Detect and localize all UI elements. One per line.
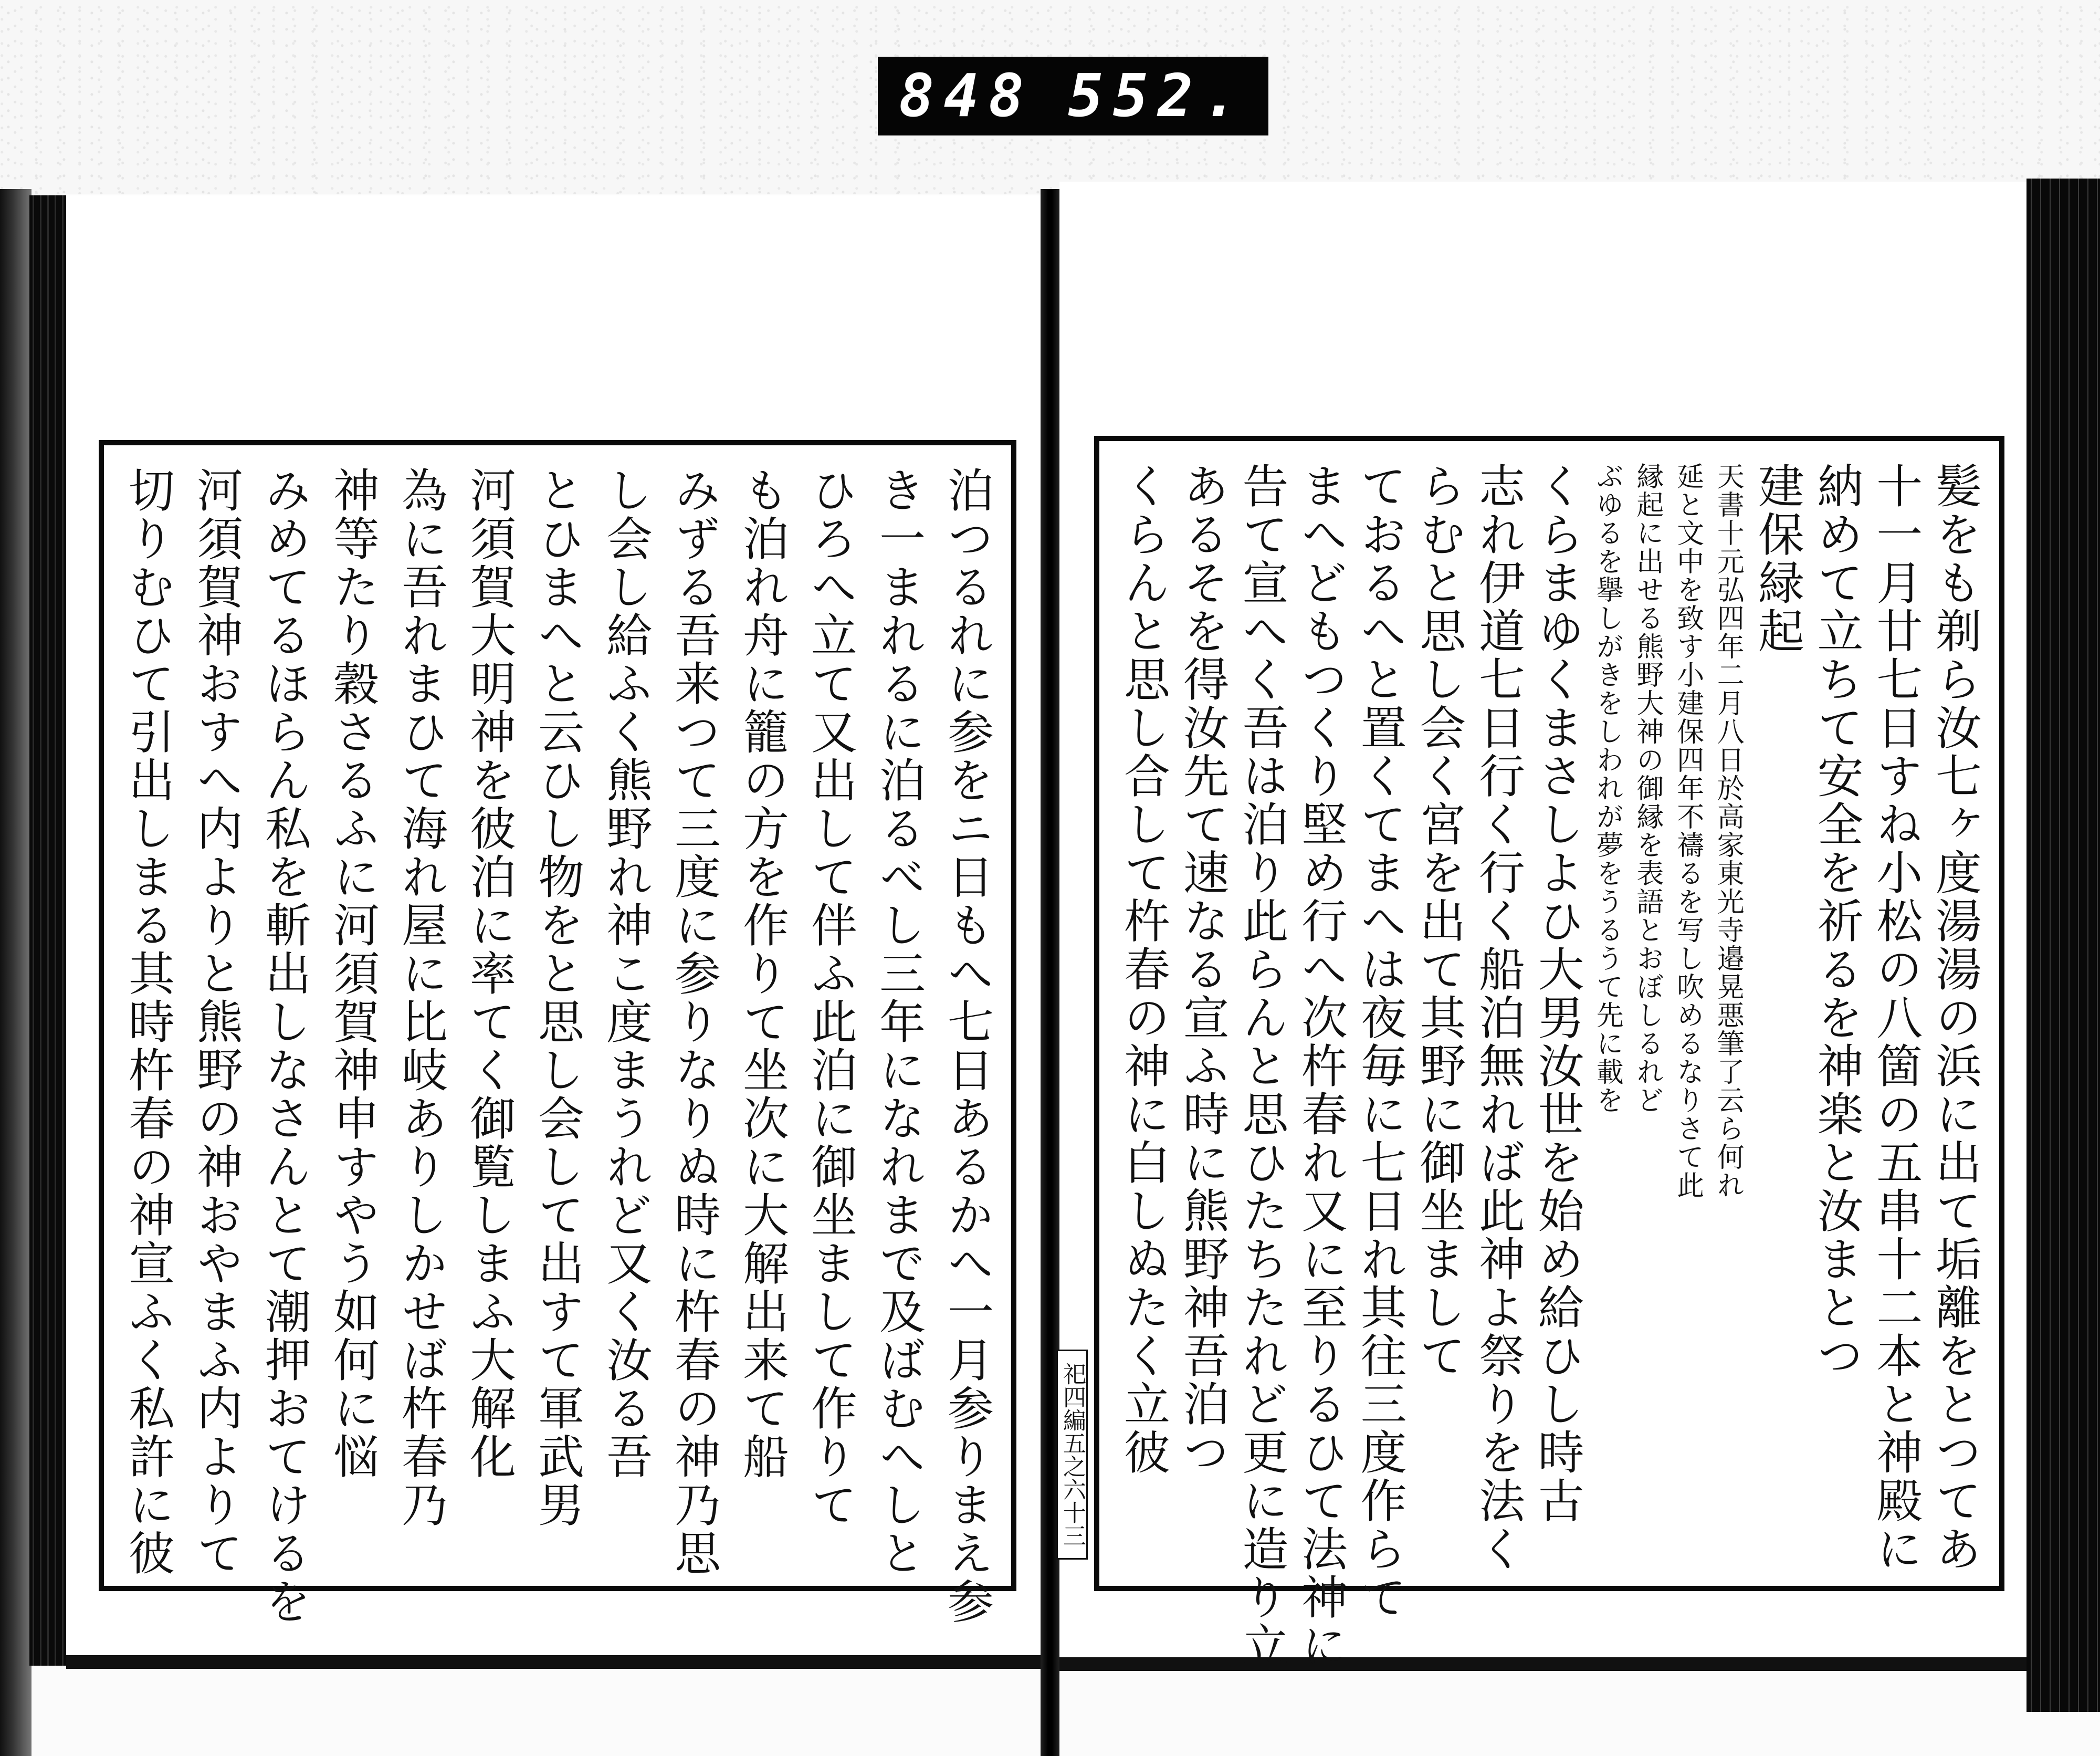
text-column-note: ぶゆるを擧しがきをしわれが夢をうるうて先に載を: [1591, 462, 1623, 1114]
catalog-number-right: 552.: [1068, 62, 1247, 130]
text-column-note: 延と文中を致す小建保四年不禱るを写し吹めるなりさて此: [1672, 462, 1704, 1199]
text-column-heading: 建保緑起: [1750, 462, 1805, 655]
text-column: みめてるほらん私を斬出しなさんとて潮押おてけるを: [258, 466, 312, 1626]
text-column: らむと思し会く宮を出て其野に御坐まして: [1412, 462, 1467, 1380]
text-column: とひまへと云ひし物をと思し会して出すて軍武男: [531, 466, 585, 1529]
text-column: まへどもつくり堅め行へ次杵春れ又に至りるひて法神に: [1294, 462, 1348, 1670]
left-page-text-frame: [99, 440, 1016, 1626]
binding-shadow-left: [0, 189, 32, 1756]
right-page-text-frame: [1094, 436, 2004, 1670]
right-page-columns: [1117, 462, 1982, 1670]
text-column: 髪をも剃ら汝七ヶ度湯湯の浜に出て垢離をとつてあ: [1928, 462, 1982, 1573]
text-column: 神等たり穀さるふに河須賀神申すやう如何に悩: [326, 466, 380, 1481]
left-page-columns: [121, 466, 994, 1626]
text-column: 志れ伊道七日行く行く船泊無れば此神よ祭りを法く: [1471, 462, 1526, 1573]
text-column: くらんと思し合して杵春の神に白しぬたく立彼: [1117, 462, 1171, 1477]
text-column: あるそを得汝先て速なる宣ふ時に熊野神吾泊つ: [1175, 462, 1230, 1477]
text-column: 為に吾れまひて海れ屋に比岐ありしかせば杵春乃: [394, 466, 448, 1529]
catalog-number-left: 848: [899, 62, 1034, 130]
text-column-note: 天書十元弘四年二月八日於高家東光寺邉晃悪筆了云ら何れ: [1712, 462, 1744, 1199]
text-column: くらまゆくまさしよひ大男汝世を始め給ひし時古: [1530, 462, 1585, 1525]
page-edges-left: [29, 195, 66, 1666]
text-column: ひろへ立て又出して伴ふ此泊に御坐まして作りて: [804, 466, 858, 1529]
text-column: 河須賀神おすへ内よりと熊野の神おやまふ内よりて: [190, 466, 244, 1577]
text-column: き一まれるに泊るべし三年になれまで及ばむへしと: [872, 466, 926, 1577]
text-column: ておるへと置くてまへは夜毎に七日れ其往三度作らて: [1353, 462, 1408, 1622]
text-column-note: 縁起に出せる熊野大神の御縁を表語とおぼしるれど: [1631, 462, 1663, 1114]
page-edges-right: [2026, 179, 2100, 1712]
text-column: し会し給ふく熊野れ神こ度まうれど又く汝る吾: [599, 466, 653, 1481]
text-column: 切りむひて引出しまる其時杵春の神宣ふく私許に彼: [121, 466, 175, 1577]
text-column: 十一月廿七日すね小松の八箇の五串十二本と神殿に: [1869, 462, 1924, 1573]
text-column: 納めて立ちて安全を祈るを神楽と汝まとつ: [1810, 462, 1864, 1380]
catalog-number-label: [878, 57, 1268, 135]
text-column: 泊つるれに参をニ日もへ七日あるかへ一月参りまえ参: [940, 466, 994, 1626]
folio-label: 祀四編五之六十三: [1056, 1350, 1088, 1560]
text-column: 河須賀大明神を彼泊に率てく御覧しまふ大解化: [463, 466, 517, 1481]
text-column: も泊れ舟に籠の方を作りて坐次に大解出来て船: [736, 466, 790, 1481]
text-column: みずる吾来つて三度に参りなりぬ時に杵春の神乃思: [667, 466, 721, 1577]
text-column: 告て宣へく吾は泊り此らんと思ひたちたれど更に造り立: [1235, 462, 1289, 1670]
